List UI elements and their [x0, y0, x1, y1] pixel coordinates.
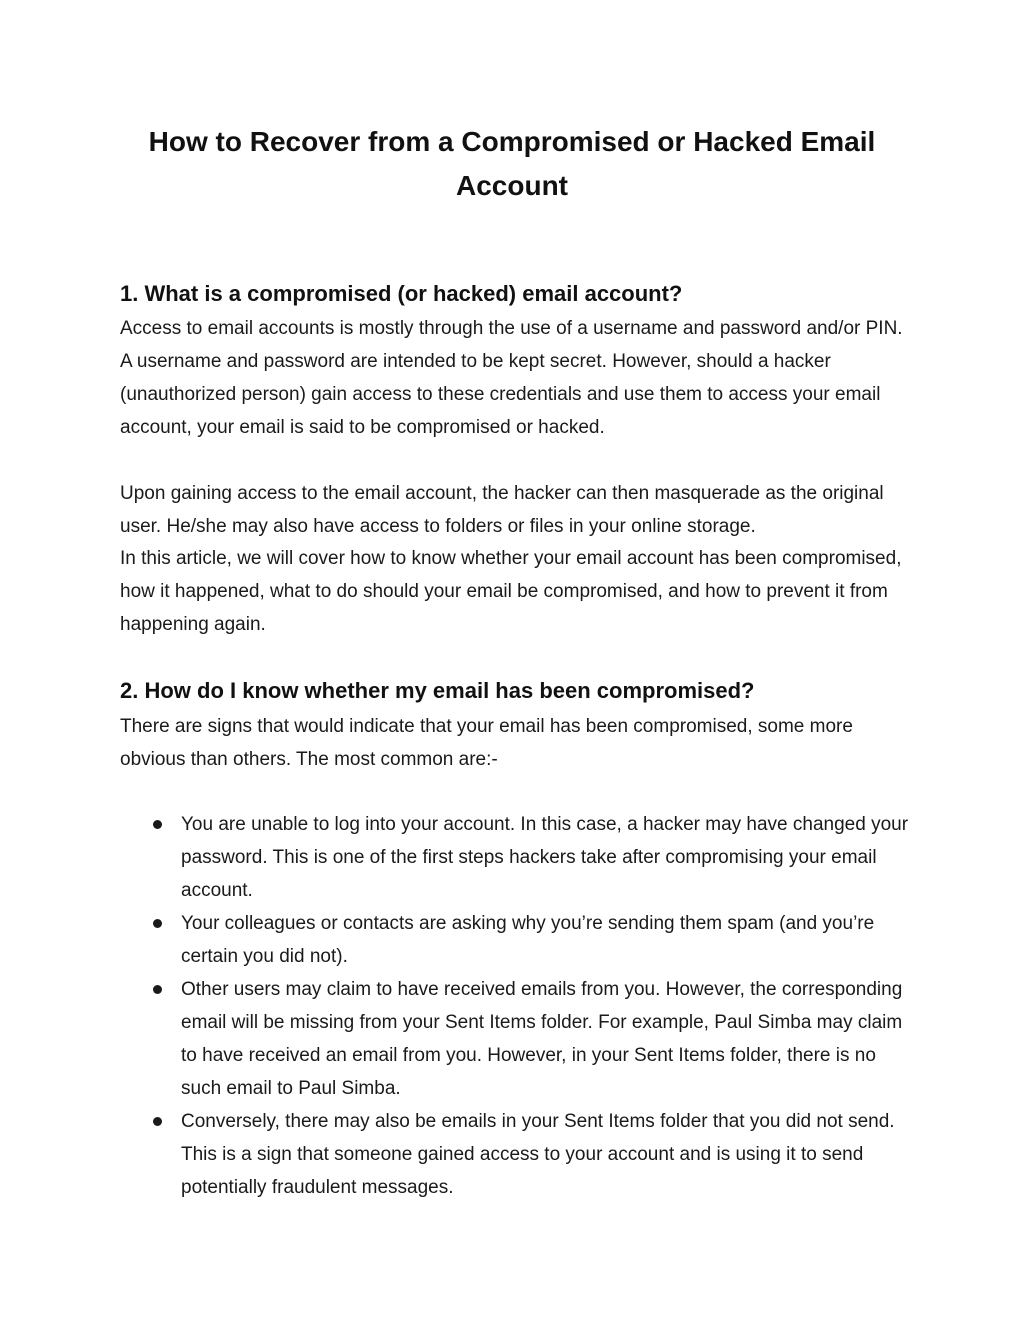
section-1-heading: 1. What is a compromised (or hacked) email account?: [120, 281, 683, 306]
list-item-text: You are unable to log into your account. In this case, a hacker may have changed your password. This is one of the first steps hackers take after compromising your email account.: [181, 814, 909, 901]
section-1-paragraph-2: Upon gaining access to the email account, the hacker can then masquerade as the original user. He/she may also have access to folders or files in your online storage.: [120, 483, 884, 537]
list-item-text: Conversely, there may also be emails in your Sent Items folder that you did not send. This is a sign that someone gained access to your account and is using it to send potentially fraudulent messages.: [181, 1111, 895, 1198]
bullet-icon: [153, 985, 162, 994]
bullet-icon: [153, 919, 162, 928]
section-1-paragraph-1: Access to email accounts is mostly through the use of a username and password and/or PIN. A username and password are intended to be kept secret. However, should a hacker (unauthorized person) gain access to these credentials and use them to access your email account, your email is said to be compromised or hacked.: [120, 318, 903, 438]
section-2-heading: 2. How do I know whether my email has been compromised?: [120, 678, 755, 703]
section-1-paragraph-3: In this article, we will cover how to know whether your email account has been compromised, how it happened, what to do should your email be compromised, and how to prevent it from happening again.: [120, 548, 902, 635]
bullet-icon: [153, 1117, 162, 1126]
list-item: [120, 907, 910, 973]
bullet-icon: [153, 820, 162, 829]
list-item: [120, 808, 910, 907]
list-item: [120, 1105, 910, 1204]
section-2-paragraph-1: There are signs that would indicate that your email has been compromised, some more obvious than others. The most common are:-: [120, 716, 853, 770]
list-item-text: Other users may claim to have received emails from you. However, the corresponding email will be missing from your Sent Items folder. For example, Paul Simba may claim to have received an email from you. However, in your Sent Items folder, there is no such email to Paul Simba.: [181, 979, 903, 1099]
signs-bullet-list: [120, 808, 910, 1204]
list-item-text: Your colleagues or contacts are asking why you’re sending them spam (and you’re certain you did not).: [181, 913, 875, 967]
document-title: How to Recover from a Compromised or Hacked Email Account: [148, 126, 876, 201]
list-item: [120, 973, 910, 1105]
